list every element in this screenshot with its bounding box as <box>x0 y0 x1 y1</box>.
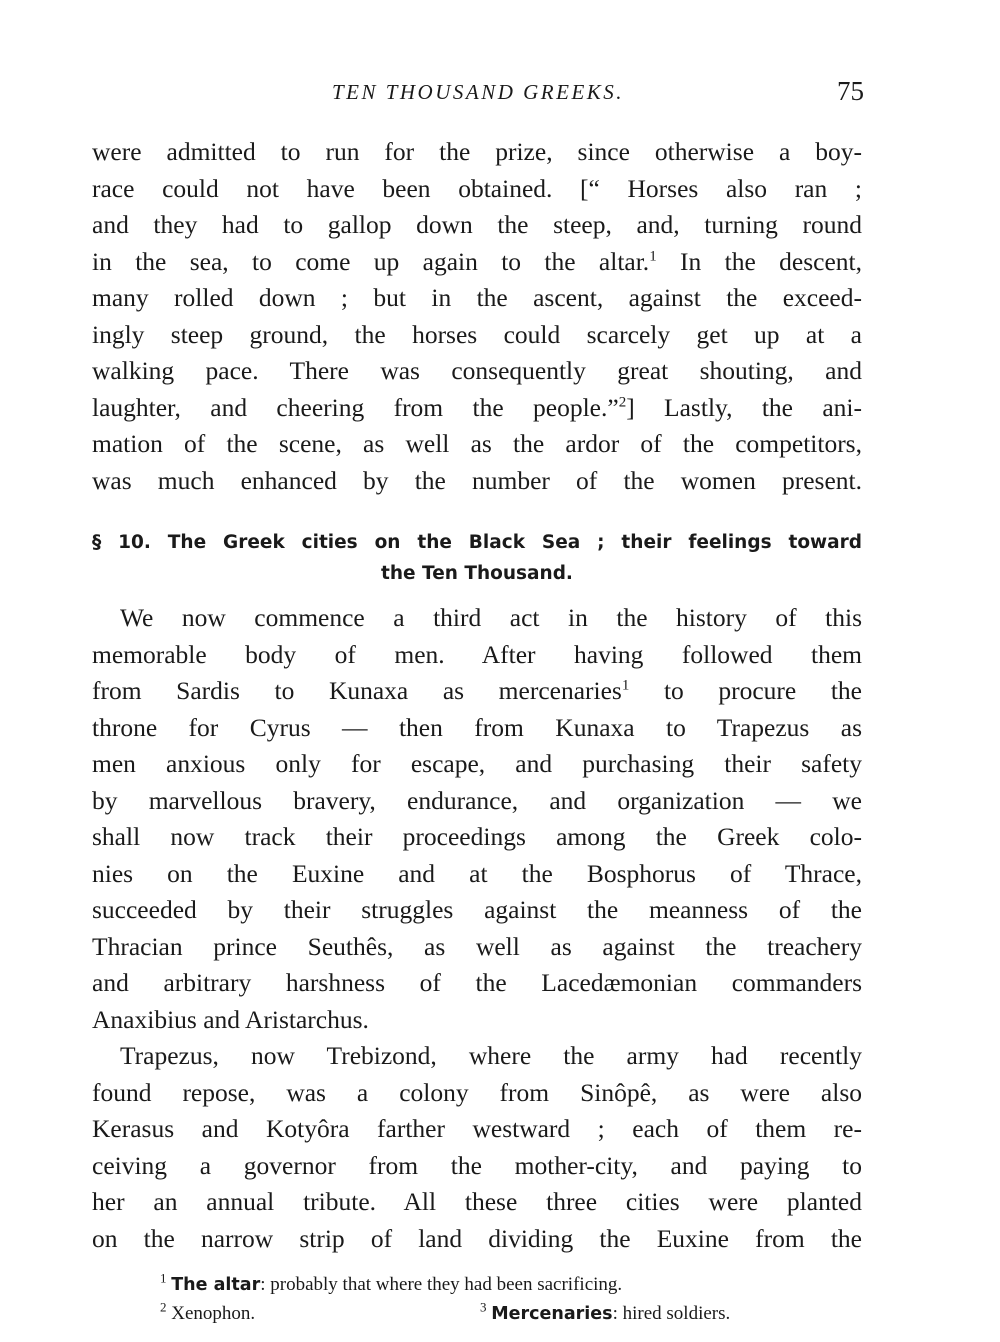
footnotes <box>160 1270 800 1328</box>
section-heading <box>92 527 862 589</box>
footnote-mark: 2 <box>160 1299 167 1315</box>
text-line: Thracian prince Seuthês, as well as against the treachery <box>92 931 862 961</box>
text-line: men anxious only for escape, and purchasing their safety <box>92 749 862 778</box>
footnote <box>160 1299 800 1328</box>
text-line: Trapezus, now Trebizond, where the army had recently <box>120 1041 862 1070</box>
text-line: nies on the Euxine and at the Bosphorus of Thrace, <box>92 858 862 888</box>
page-number: 75 <box>837 76 864 106</box>
text-line: and arbitrary harshness of the Lacedæmonian commanders <box>92 968 862 997</box>
text-line: were admitted to run for the prize, since otherwise a boy- <box>92 137 862 166</box>
text-line: We now commence a third act in the history of this <box>120 603 862 632</box>
running-head: TEN THOUSAND GREEKS. <box>331 80 625 104</box>
text-segment: from Sardis to Kunaxa as mercenaries <box>92 676 622 705</box>
footnote <box>160 1270 800 1299</box>
text-line <box>92 673 862 710</box>
text-line: throne for Cyrus — then from Kunaxa to Trapezus as <box>92 712 862 742</box>
footnote-ref: 2 <box>618 394 627 410</box>
footnote-ref: 1 <box>649 248 657 264</box>
paragraph <box>92 1038 862 1257</box>
page-header <box>92 76 864 110</box>
paragraph-continuation <box>92 134 862 499</box>
text-line: shall now track their proceedings among the Greek colo- <box>92 822 862 851</box>
text-line: on the narrow strip of land dividing the Euxine from the <box>92 1223 862 1253</box>
footnote-mark: 3 <box>480 1299 487 1315</box>
footnote-term: Mercenaries <box>491 1304 613 1324</box>
footnote-ref: 1 <box>621 677 630 694</box>
text-line: race could not have been obtained. [“ Horses also ran ; <box>92 173 862 203</box>
text-line: many rolled down ; but in the ascent, against the exceed- <box>92 283 862 312</box>
text-line: mation of the scene, as well as the ardor of the competitors, <box>92 429 862 458</box>
text-line: Kerasus and Kotyôra farther westward ; each of them re- <box>92 1114 862 1143</box>
text-line <box>92 390 862 427</box>
footnote-text: : probably that where they had been sacrificing. <box>260 1274 623 1295</box>
text-line <box>92 244 862 281</box>
footnote-text: Xenophon. <box>171 1303 256 1324</box>
text-segment: in the sea, to come up again to the altar. <box>92 246 650 276</box>
text-line: succeeded by their struggles against the meanness of the <box>92 895 862 924</box>
text-line: by marvellous bravery, endurance, and organization — we <box>92 785 862 815</box>
section-heading-line: § 10. The Greek cities on the Black Sea ; their feelings toward <box>92 532 862 553</box>
section-heading-line: the Ten Thousand. <box>381 563 573 584</box>
text-line: ingly steep ground, the horses could scarcely get up at a <box>92 319 862 349</box>
text-line: ceiving a governor from the mother-city, and paying to <box>92 1150 862 1180</box>
paragraph <box>92 600 862 1038</box>
text-segment: ] Lastly, the ani- <box>626 392 862 422</box>
text-line: was much enhanced by the number of the women present. <box>92 465 862 495</box>
footnote-term: The altar <box>171 1275 261 1295</box>
text-segment: to procure the <box>629 676 862 705</box>
footnote-text: : hired soldiers. <box>612 1303 731 1324</box>
text-line: memorable body of men. After having followed them <box>92 639 862 669</box>
text-line: Anaxibius and Aristarchus. <box>92 1004 369 1034</box>
text-segment: In the descent, <box>656 246 862 276</box>
text-line: her an annual tribute. All these three cities were planted <box>92 1187 862 1216</box>
footnote <box>480 1299 730 1329</box>
footnote-mark: 1 <box>160 1270 167 1286</box>
text-segment: laughter, and cheering from the people.” <box>92 392 619 422</box>
text-line: walking pace. There was consequently great shouting, and <box>92 356 862 385</box>
text-line: and they had to gallop down the steep, and, turning round <box>92 210 862 239</box>
text-line: found repose, was a colony from Sinôpê, as were also <box>92 1077 862 1107</box>
